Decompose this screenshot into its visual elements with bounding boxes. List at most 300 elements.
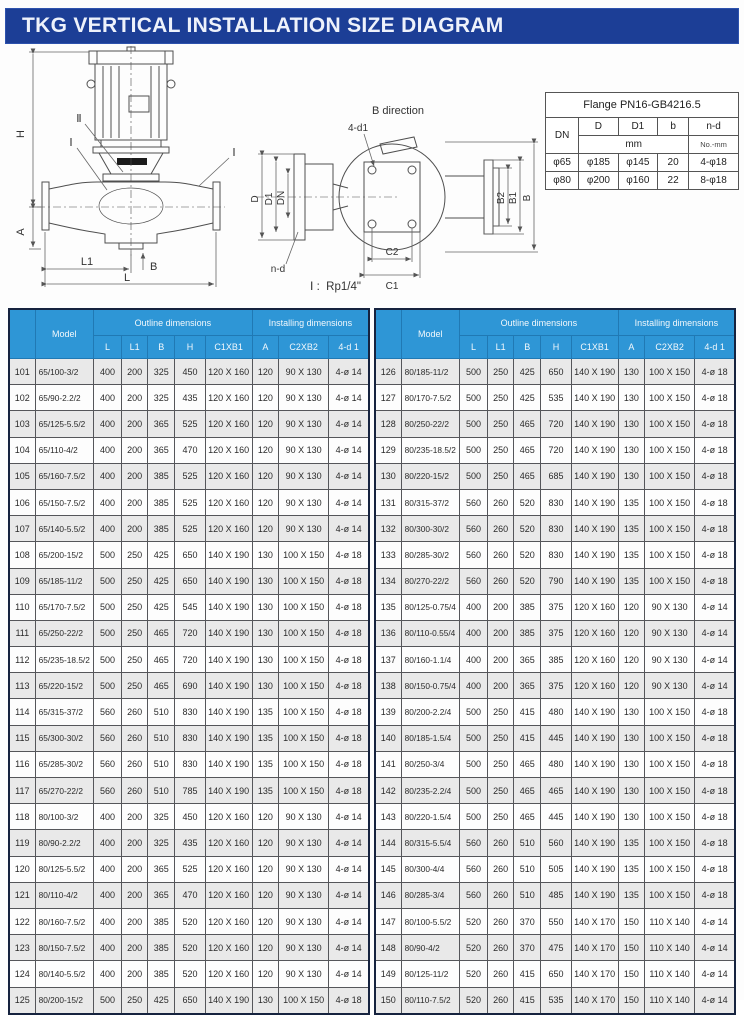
model-cell: 65/170-7.5/2 [35,594,93,620]
row-index: 133 [375,542,401,568]
value-cell: 140 X 190 [205,620,252,646]
row-index: 114 [9,699,35,725]
value-cell: 400 [93,359,121,385]
row-index: 101 [9,359,35,385]
col-l1: L1 [122,336,148,359]
value-cell: 120 X 160 [571,673,618,699]
row-index: 139 [375,699,401,725]
dim-label-a: A [15,228,27,236]
value-cell: 140 X 190 [205,699,252,725]
value-cell: 400 [93,516,121,542]
value-cell: 4-ø 18 [695,778,735,804]
value-cell: 100 X 150 [644,542,694,568]
value-cell: 100 X 150 [644,856,694,882]
table-row [375,437,735,463]
outline-header: Outline dimensions [93,309,252,336]
dim-label-c2: C2 [385,247,399,258]
value-cell: 140 X 170 [571,961,618,987]
value-cell: 400 [93,804,121,830]
value-cell: 120 X 160 [205,385,252,411]
value-cell: 110 X 140 [644,987,694,1014]
pump-outline-drawing [15,46,247,292]
value-cell: 130 [618,804,644,830]
value-cell: 135 [618,542,644,568]
value-cell: 100 X 150 [644,411,694,437]
value-cell: 120 X 160 [571,647,618,673]
value-cell: 130 [252,620,278,646]
value-cell: 250 [122,673,148,699]
value-cell: 200 [122,463,148,489]
row-index: 111 [9,620,35,646]
b-direction-drawing [236,98,551,298]
terminal-box [129,96,149,112]
value-cell: 140 X 190 [205,725,252,751]
value-cell: 365 [148,437,175,463]
value-cell: 560 [459,882,487,908]
value-cell: 465 [541,778,571,804]
value-cell: 4-ø 14 [329,935,369,961]
index-header [375,309,401,359]
value-cell: 4-ø 14 [329,359,369,385]
value-cell: 90 X 130 [278,830,328,856]
page-title: TKG VERTICAL INSTALLATION SIZE DIAGRAM [5,8,739,44]
table-row [9,594,369,620]
model-cell: 65/110-4/2 [35,437,93,463]
table-row [375,385,735,411]
value-cell: 4-ø 14 [329,463,369,489]
value-cell: 325 [148,830,175,856]
value-cell: 370 [514,935,541,961]
value-cell: 465 [514,437,541,463]
value-cell: 140 X 170 [571,935,618,961]
value-cell: 200 [122,935,148,961]
value-cell: 830 [175,725,205,751]
value-cell: 120 [252,830,278,856]
value-cell: 90 X 130 [278,359,328,385]
model-cell: 65/140-5.5/2 [35,516,93,542]
model-cell: 65/315-37/2 [35,699,93,725]
model-cell: 65/220-15/2 [35,673,93,699]
value-cell: 445 [541,725,571,751]
table-row [9,699,369,725]
value-cell: 500 [93,542,121,568]
value-cell: 130 [618,411,644,437]
value-cell: 400 [93,882,121,908]
value-cell: 140 X 190 [205,568,252,594]
value-cell: 250 [488,804,514,830]
value-cell: 140 X 190 [571,699,618,725]
model-cell: 65/150-7.5/2 [35,489,93,515]
value-cell: 140 X 190 [571,804,618,830]
value-cell: 4-ø 18 [329,647,369,673]
value-cell: 475 [541,935,571,961]
row-index: 118 [9,804,35,830]
value-cell: 135 [618,830,644,856]
dim-label-4d1: 4-d1 [347,123,369,134]
value-cell: 200 [488,647,514,673]
value-cell: 90 X 130 [644,620,694,646]
row-index: 140 [375,725,401,751]
col-a: A [618,336,644,359]
row-index: 110 [9,594,35,620]
value-cell: 500 [459,463,487,489]
value-cell: 500 [459,751,487,777]
dim-label-l: L [123,272,131,284]
value-cell: 465 [514,411,541,437]
value-cell: 140 X 190 [205,594,252,620]
value-cell: 100 X 150 [644,725,694,751]
value-cell: 200 [122,516,148,542]
value-cell: 120 [252,463,278,489]
row-index: 150 [375,987,401,1014]
row-index: 143 [375,804,401,830]
value-cell: 415 [514,961,541,987]
value-cell: 260 [488,489,514,515]
value-cell: 500 [459,359,487,385]
table-row [9,908,369,934]
table-row [9,516,369,542]
table-row [9,489,369,515]
model-cell: 80/250-3/4 [401,751,459,777]
row-index: 130 [375,463,401,489]
value-cell: 200 [488,673,514,699]
value-cell: 120 X 160 [571,620,618,646]
model-cell: 80/235-18.5/2 [401,437,459,463]
value-cell: 385 [541,647,571,673]
value-cell: 260 [122,725,148,751]
value-cell: 480 [541,699,571,725]
row-index: 142 [375,778,401,804]
row-index: 119 [9,830,35,856]
table-row [375,908,735,934]
value-cell: 425 [148,568,175,594]
value-cell: 200 [122,830,148,856]
value-cell: 90 X 130 [278,856,328,882]
value-cell: 100 X 150 [278,778,328,804]
value-cell: 140 X 190 [571,568,618,594]
value-cell: 120 X 160 [205,856,252,882]
value-cell: 140 X 190 [571,437,618,463]
table-row [9,830,369,856]
value-cell: 4-ø 14 [695,908,735,934]
value-cell: 100 X 150 [278,620,328,646]
value-cell: 520 [175,961,205,987]
value-cell: 560 [93,725,121,751]
value-cell: 135 [618,516,644,542]
value-cell: 100 X 150 [278,568,328,594]
model-cell: 80/160-1.1/4 [401,647,459,673]
value-cell: 130 [618,463,644,489]
value-cell: 550 [541,908,571,934]
row-index: 131 [375,489,401,515]
value-cell: 520 [514,489,541,515]
value-cell: 130 [618,725,644,751]
value-cell: 400 [93,961,121,987]
model-cell: 80/315-5.5/4 [401,830,459,856]
value-cell: 90 X 130 [278,961,328,987]
value-cell: 140 X 190 [571,411,618,437]
table-row [9,542,369,568]
value-cell: 90 X 130 [278,935,328,961]
value-cell: 400 [93,463,121,489]
value-cell: 790 [541,568,571,594]
value-cell: 425 [148,542,175,568]
value-cell: 250 [122,620,148,646]
flange-col-d: D [579,118,618,136]
value-cell: 150 [618,935,644,961]
value-cell: 4-ø 18 [695,463,735,489]
value-cell: 250 [488,359,514,385]
value-cell: 135 [618,856,644,882]
value-cell: 250 [122,647,148,673]
col-l: L [459,336,487,359]
value-cell: 90 X 130 [278,437,328,463]
value-cell: 480 [541,751,571,777]
value-cell: 525 [175,463,205,489]
table-row [9,359,369,385]
model-cell: 65/100-3/2 [35,359,93,385]
col-c2xb2: C2XB2 [644,336,694,359]
value-cell: 4-ø 18 [695,437,735,463]
model-header: Model [35,309,93,359]
model-cell: 65/160-7.5/2 [35,463,93,489]
value-cell: 4-ø 14 [329,908,369,934]
value-cell: 120 [252,385,278,411]
outline-header: Outline dimensions [459,309,618,336]
value-cell: 650 [175,542,205,568]
index-header [9,309,35,359]
value-cell: 250 [488,411,514,437]
model-cell: 65/185-11/2 [35,568,93,594]
value-cell: 385 [148,961,175,987]
row-index: 132 [375,516,401,542]
value-cell: 650 [175,568,205,594]
value-cell: 120 X 160 [205,463,252,489]
value-cell: 830 [541,542,571,568]
value-cell: 400 [93,830,121,856]
value-cell: 720 [175,620,205,646]
value-cell: 4-ø 14 [695,673,735,699]
model-cell: 80/300-4/4 [401,856,459,882]
value-cell: 425 [514,385,541,411]
table-row [375,987,735,1014]
value-cell: 485 [541,882,571,908]
col-l1: L1 [488,336,514,359]
col-c1xb1: C1XB1 [205,336,252,359]
value-cell: 4-ø 18 [329,987,369,1014]
table-row [375,961,735,987]
table-row [9,725,369,751]
value-cell: 90 X 130 [278,411,328,437]
value-cell: 260 [488,542,514,568]
value-cell: 4-ø 18 [695,830,735,856]
value-cell: 720 [541,437,571,463]
model-cell: 65/200-15/2 [35,542,93,568]
table-row [375,463,735,489]
value-cell: 415 [514,725,541,751]
model-cell: 65/285-30/2 [35,751,93,777]
model-cell: 80/220-15/2 [401,463,459,489]
table-row [375,725,735,751]
value-cell: 525 [175,516,205,542]
value-cell: 110 X 140 [644,935,694,961]
value-cell: 365 [148,882,175,908]
value-cell: 200 [122,856,148,882]
value-cell: 100 X 150 [644,751,694,777]
value-cell: 450 [175,804,205,830]
value-cell: 100 X 150 [644,359,694,385]
table-row [9,804,369,830]
model-cell: 65/90-2.2/2 [35,385,93,411]
value-cell: 260 [488,987,514,1014]
dim-label-d: D [250,195,261,203]
value-cell: 560 [459,489,487,515]
value-cell: 465 [148,673,175,699]
value-cell: 400 [93,385,121,411]
table-row [9,673,369,699]
row-index: 105 [9,463,35,489]
value-cell: 535 [541,385,571,411]
table-row [9,647,369,673]
value-cell: 500 [93,647,121,673]
value-cell: 4-ø 18 [695,489,735,515]
value-cell: 250 [122,568,148,594]
value-cell: 120 X 160 [205,411,252,437]
value-cell: 140 X 190 [571,830,618,856]
value-cell: 400 [93,856,121,882]
table-row [375,778,735,804]
flange-col-b: b [658,118,689,136]
model-cell: 65/235-18.5/2 [35,647,93,673]
value-cell: 500 [93,620,121,646]
value-cell: 560 [459,568,487,594]
col-a: A [252,336,278,359]
col-b: B [514,336,541,359]
col-b: B [148,336,175,359]
value-cell: 120 [252,961,278,987]
value-cell: 500 [459,778,487,804]
value-cell: 260 [488,516,514,542]
value-cell: 505 [541,856,571,882]
value-cell: 520 [459,935,487,961]
value-cell: 250 [488,437,514,463]
row-index: 135 [375,594,401,620]
value-cell: 4-ø 14 [329,411,369,437]
value-cell: 200 [488,620,514,646]
model-cell: 80/250-22/2 [401,411,459,437]
row-index: 117 [9,778,35,804]
row-index: 136 [375,620,401,646]
value-cell: 510 [148,725,175,751]
row-index: 103 [9,411,35,437]
value-cell: 4-ø 18 [695,725,735,751]
table-row [375,620,735,646]
value-cell: 650 [541,961,571,987]
value-cell: 4-ø 18 [695,359,735,385]
value-cell: 140 X 190 [571,385,618,411]
value-cell: 260 [488,961,514,987]
model-cell: 80/200-15/2 [35,987,93,1014]
flange-cell: 4-φ18 [689,154,739,172]
value-cell: 100 X 150 [278,699,328,725]
value-cell: 200 [122,437,148,463]
row-index: 109 [9,568,35,594]
value-cell: 560 [93,699,121,725]
value-cell: 140 X 190 [571,856,618,882]
value-cell: 400 [459,594,487,620]
value-cell: 250 [488,385,514,411]
value-cell: 500 [93,987,121,1014]
value-cell: 830 [541,489,571,515]
table-row [375,489,735,515]
value-cell: 120 [252,437,278,463]
value-cell: 130 [252,594,278,620]
value-cell: 500 [93,673,121,699]
value-cell: 250 [488,463,514,489]
value-cell: 140 X 190 [205,647,252,673]
row-index: 149 [375,961,401,987]
value-cell: 465 [514,778,541,804]
value-cell: 415 [514,699,541,725]
value-cell: 135 [252,725,278,751]
row-index: 129 [375,437,401,463]
row-index: 102 [9,385,35,411]
value-cell: 260 [122,699,148,725]
value-cell: 120 X 160 [205,908,252,934]
value-cell: 120 [252,804,278,830]
value-cell: 100 X 150 [278,673,328,699]
flange-cell: 22 [658,172,689,190]
value-cell: 830 [175,699,205,725]
value-cell: 500 [459,725,487,751]
value-cell: 400 [93,935,121,961]
flange-cell: 8-φ18 [689,172,739,190]
value-cell: 385 [514,594,541,620]
dim-label-b1: B1 [508,191,519,205]
value-cell: 140 X 190 [205,673,252,699]
flange-cell: φ65 [546,154,579,172]
model-cell: 80/110-4/2 [35,882,93,908]
value-cell: 4-ø 18 [329,725,369,751]
value-cell: 130 [252,542,278,568]
value-cell: 470 [175,437,205,463]
value-cell: 425 [148,987,175,1014]
value-cell: 100 X 150 [644,778,694,804]
value-cell: 4-ø 18 [695,699,735,725]
value-cell: 4-ø 18 [695,568,735,594]
row-index: 120 [9,856,35,882]
value-cell: 90 X 130 [644,594,694,620]
value-cell: 90 X 130 [278,463,328,489]
flange-spec-table [545,92,739,190]
value-cell: 365 [148,856,175,882]
table-row [375,935,735,961]
value-cell: 200 [122,804,148,830]
model-cell: 65/300-30/2 [35,725,93,751]
value-cell: 525 [175,411,205,437]
col-h: H [175,336,205,359]
value-cell: 4-ø 18 [329,673,369,699]
model-cell: 80/200-2.2/4 [401,699,459,725]
model-cell: 80/125-11/2 [401,961,459,987]
flange-unit-nomm: No.-mm [689,136,739,154]
value-cell: 250 [488,751,514,777]
col-c1xb1: C1XB1 [571,336,618,359]
value-cell: 100 X 150 [278,594,328,620]
row-index: 115 [9,725,35,751]
value-cell: 560 [93,751,121,777]
model-cell: 80/100-5.5/2 [401,908,459,934]
